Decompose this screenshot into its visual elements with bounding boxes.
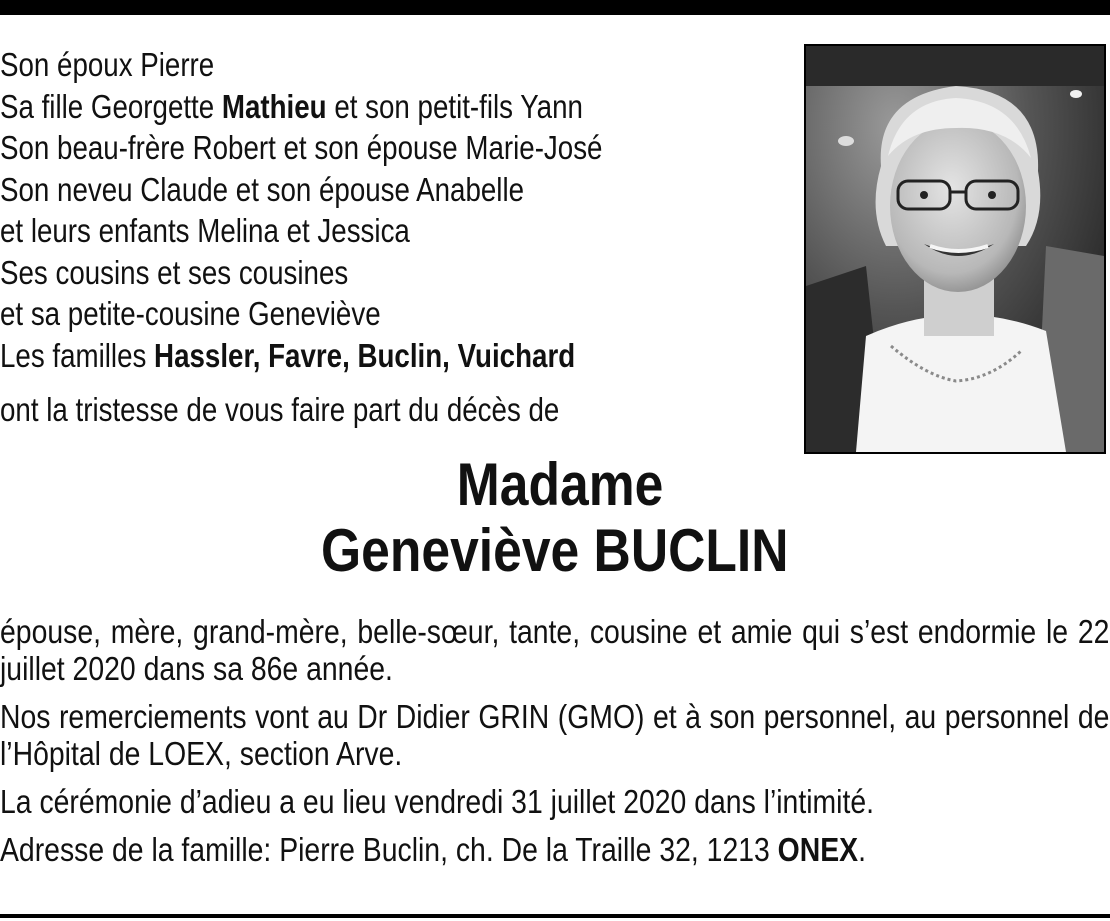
family-surname: Mathieu (221, 87, 327, 125)
family-surnames: Hassler, Favre, Buclin, Vuichard (154, 336, 576, 374)
bottom-rule (0, 914, 1110, 918)
thanks-paragraph: Nos remerciements vont au Dr Didier GRIN (GMO) et à son personnel, au personnel de l’Hôpital de LOEX, section Arve. (0, 698, 1110, 772)
address-paragraph (0, 831, 1109, 868)
family-line-text: et son petit-fils Yann (326, 87, 583, 125)
family-line-text: Son époux Pierre (0, 46, 215, 83)
family-line-cousins (0, 252, 664, 294)
family-line-second-cousin (0, 293, 664, 335)
family-line-nephew (0, 169, 664, 211)
ceremony-paragraph: La cérémonie d’adieu a eu lieu vendredi 31 juillet 2020 dans l’intimité. (0, 783, 875, 820)
family-line-text: Son beau-frère Robert et son épouse Marie-José (0, 129, 603, 166)
family-line-families (0, 335, 664, 377)
family-list (0, 44, 790, 376)
deceased-name: Geneviève BUCLIN (321, 517, 789, 584)
family-line-spouse (0, 44, 664, 86)
top-rule (0, 0, 1110, 15)
family-line-text: et sa petite-cousine Geneviève (0, 295, 381, 332)
portrait-photo (804, 44, 1106, 454)
address-punctuation: . (858, 831, 867, 868)
family-line-children (0, 210, 664, 252)
relations-paragraph: épouse, mère, grand-mère, belle-sœur, tante, cousine et amie qui s’est endormie le 22 juillet 2020 dans sa 86e année. (0, 613, 1110, 687)
family-line-brother-in-law (0, 127, 664, 169)
portrait-image (806, 46, 1104, 452)
address-city: ONEX (777, 831, 859, 868)
deceased-title: Madame (456, 451, 664, 518)
family-line-text: et leurs enfants Melina et Jessica (0, 212, 410, 249)
family-line-text: Ses cousins et ses cousines (0, 253, 349, 291)
family-line-daughter (0, 86, 664, 128)
family-line-text: Sa fille Georgette (0, 87, 222, 125)
family-line-text: Son neveu Claude et son épouse Anabelle (0, 170, 525, 208)
obituary-body (0, 613, 1109, 879)
address-text: Adresse de la famille: Pierre Buclin, ch. De la Traille 32, 1213 (0, 831, 778, 868)
deceased-name-block (0, 452, 1110, 584)
family-line-text: Les familles (0, 336, 155, 374)
announcement: ont la tristesse de vous faire part du décès de (0, 391, 560, 428)
